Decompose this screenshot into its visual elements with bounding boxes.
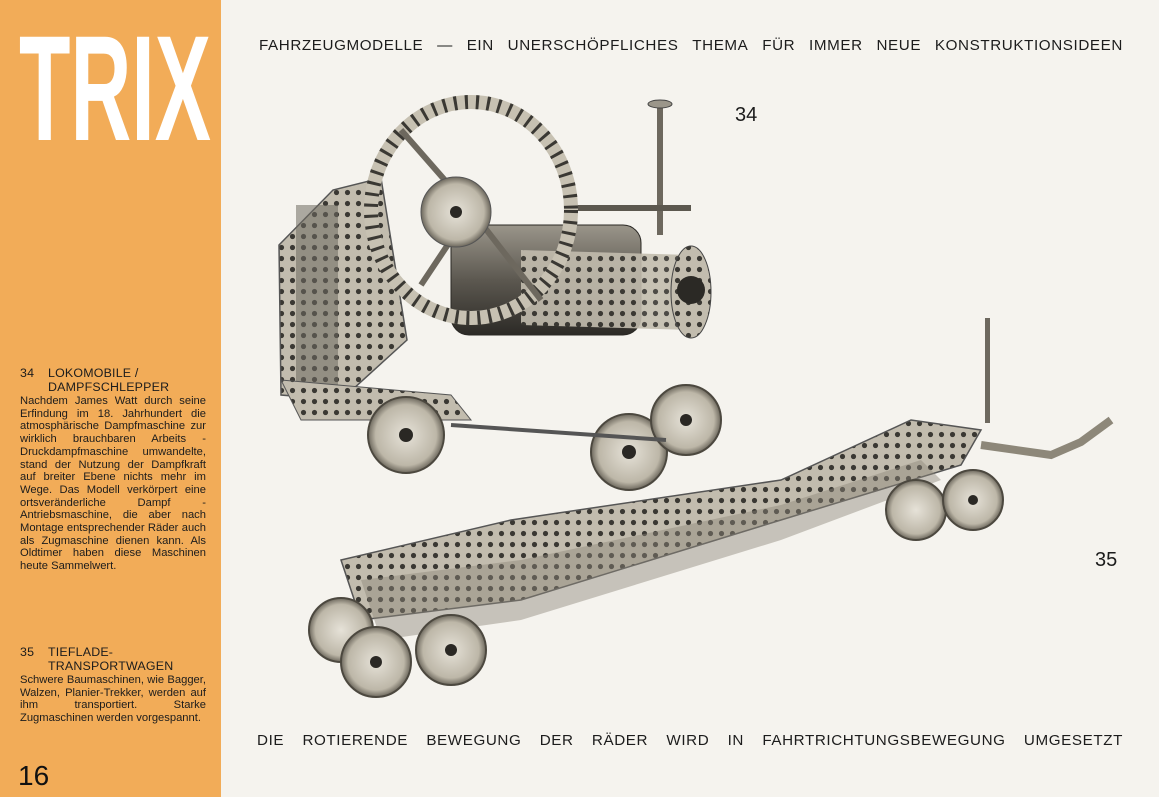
headline-word: UNERSCHÖPFLICHES (507, 37, 679, 54)
headline-word: KONSTRUKTIONSIDEEN (934, 37, 1123, 54)
headline-word: IMMER (809, 37, 863, 54)
model-photographs (221, 0, 1159, 797)
footline-word: DIE (257, 732, 285, 749)
caption-title (20, 366, 206, 394)
caption-body: Nachdem James Watt durch seine Erfindung im 18. Jahrhundert die atmosphärische Dampfmaschine zur wirklich brauchbaren Arbeits - Druckdampfmaschine umwandelte, stand der Nutzung der Dampfkraft auf breiter Ebene nichts mehr im Wege. Das Modell verkörpert eine ortsveränderliche Dampf - Antriebsmaschine, die aber nach Montage entsprechender Räder auch als Zugmaschine dienen kann. Als Oldtimer haben diese Maschinen heute Sammelwert. (20, 395, 206, 573)
headline-word: THEMA (692, 37, 749, 54)
trix-logo-text: TRIX (19, 16, 211, 150)
model-34-number: 34 (735, 104, 758, 126)
footline-word: ROTIERENDE (302, 732, 409, 749)
caption-body: Schwere Baumaschinen, wie Bagger, Walzen, Planier-Trekker, werden auf ihm transportiert. Starke Zugmaschinen werden vorgespannt. (20, 674, 206, 725)
footline-word: RÄDER (591, 732, 649, 749)
caption-model-34 (20, 366, 206, 573)
caption-title-line2: DAMPFSCHLEPPER (48, 380, 170, 394)
caption-model-35 (20, 645, 206, 725)
model-35-number: 35 (1095, 549, 1118, 571)
model-34-photo (279, 100, 721, 490)
footline-word: BEWEGUNG (426, 732, 522, 749)
caption-title-line2: TRANSPORTWAGEN (48, 659, 174, 673)
footline-word: WIRD (666, 732, 710, 749)
headline-word: FÜR (762, 37, 796, 54)
caption-title (20, 645, 206, 673)
main-area (221, 0, 1159, 797)
headline-word: — (437, 37, 453, 54)
footline-word: UMGESETZT (1023, 732, 1123, 749)
headline-word: FAHRZEUGMODELLE (259, 37, 424, 54)
caption-number: 35 (20, 645, 35, 659)
footline-word: DER (539, 732, 574, 749)
footline (257, 732, 1123, 749)
footline-word: FAHRTRICHTUNGSBEWEGUNG (762, 732, 1006, 749)
caption-title-line1: LOKOMOBILE / (48, 366, 139, 380)
page-number: 16 (18, 760, 50, 791)
caption-title-line1: TIEFLADE- (48, 645, 114, 659)
footline-word: IN (727, 732, 744, 749)
sidebar (0, 0, 221, 797)
headline-word: NEUE (876, 37, 922, 54)
caption-number: 34 (20, 366, 35, 380)
trix-logo (16, 16, 214, 150)
headline-word: EIN (466, 37, 494, 54)
model-35-photo (309, 318, 1111, 697)
